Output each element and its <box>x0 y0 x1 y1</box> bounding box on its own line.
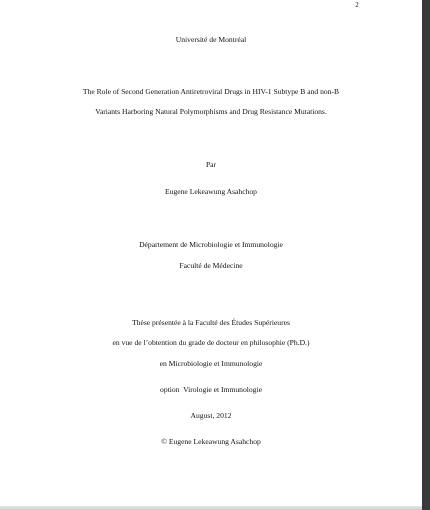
thesis-statement-line-2: en vue de l’obtention du grade de docteur en philosophie (Ph.D.) <box>112 338 310 347</box>
thesis-title-line-2: Variants Harboring Natural Polymorphisms and Drug Resistance Mutations. <box>95 107 327 116</box>
submission-date: August, 2012 <box>190 411 232 420</box>
department-name: Département de Microbiologie et Immunologie <box>139 240 283 249</box>
thesis-statement-line-1: Thèse présentée à la Faculté des Études Supérieures <box>132 318 290 327</box>
option-line: option Virologie et Immunologie <box>160 385 262 394</box>
page-bottom-edge <box>0 506 422 510</box>
university-name: Université de Montréal <box>175 35 247 44</box>
page-number: 2 <box>355 1 359 9</box>
viewer-side-border <box>422 0 430 510</box>
thesis-title-line-1: The Role of Second Generation Antiretroviral Drugs in HIV-1 Subtype B and non-B <box>82 87 340 96</box>
copyright-notice: © Eugene Lekeawung Asahchop <box>161 437 261 446</box>
author-name: Eugene Lekeawung Asahchop <box>165 187 257 196</box>
thesis-statement-line-3: en Microbiologie et Immunologie <box>159 359 263 368</box>
by-label: Par <box>205 160 217 169</box>
faculty-name: Faculté de Médecine <box>179 261 243 270</box>
